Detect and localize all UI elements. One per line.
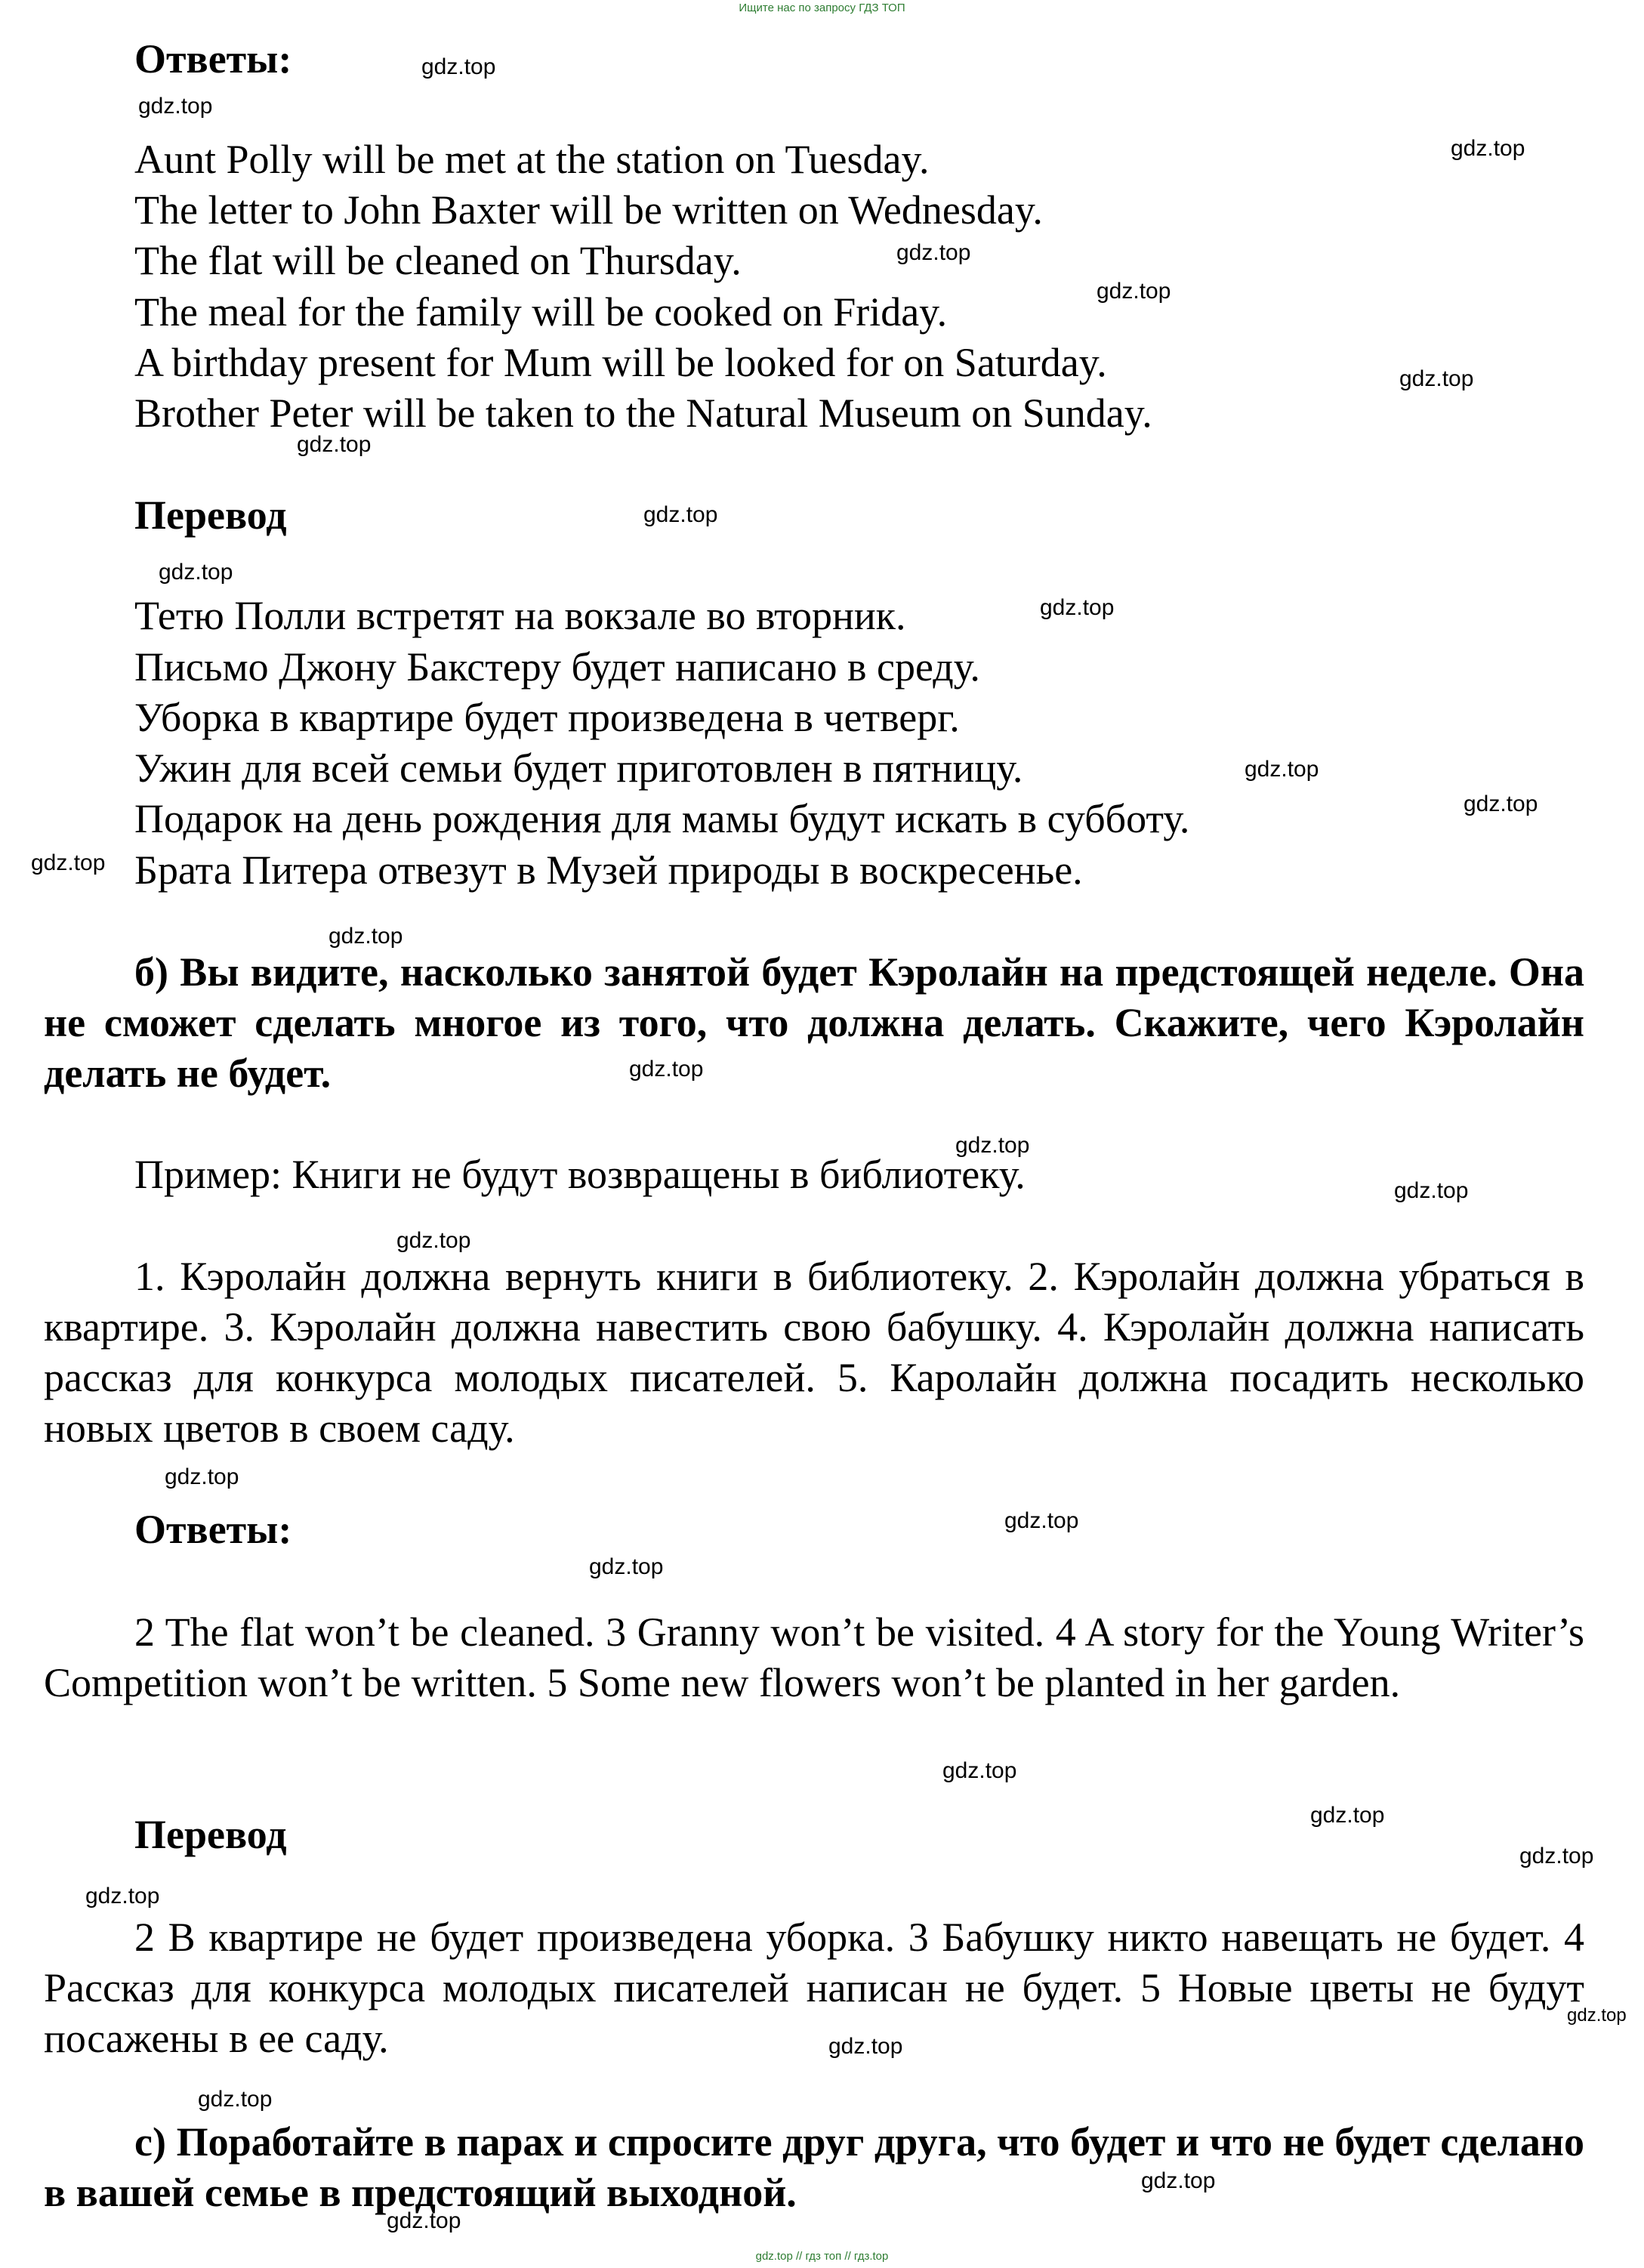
watermark: gdz.top — [1567, 2005, 1627, 2026]
task-c: с) Поработайте в парах и спросите друг друга, что будет и что не будет сделано в вашей семье в предстоящий выходной. — [44, 2119, 1584, 2215]
watermark: gdz.top — [1399, 366, 1474, 391]
watermark: gdz.top — [1004, 1508, 1079, 1533]
answers-heading: Ответы: — [134, 36, 292, 82]
answer-line: The flat will be cleaned on Thursday. — [134, 238, 742, 283]
watermark: gdz.top — [1451, 136, 1525, 161]
watermark: gdz.top — [297, 432, 372, 457]
answer-line: The letter to John Baxter will be written on Wednesday. — [134, 187, 1043, 233]
translation-line: Уборка в квартире будет произведена в четверг. — [134, 695, 960, 740]
watermark: gdz.top — [896, 240, 971, 265]
watermark: gdz.top — [85, 1884, 160, 1909]
bottom-banner[interactable]: gdz.top // гдз топ // гдз.top — [755, 2250, 889, 2263]
translation-line: Брата Питера отвезут в Музей природы в воскресенье. — [134, 847, 1083, 893]
watermark: gdz.top — [1310, 1803, 1385, 1828]
answer-line: The meal for the family will be cooked on Friday. — [134, 289, 948, 335]
watermark: gdz.top — [1097, 279, 1171, 304]
watermark: gdz.top — [1040, 595, 1115, 620]
translation-line: Тетю Полли встретят на вокзале во вторник. — [134, 593, 906, 638]
translation-line: Ужин для всей семьи будет приготовлен в пятницу. — [134, 745, 1023, 791]
watermark: gdz.top — [138, 94, 213, 119]
translation-b: 2 В квартире не будет произведена уборка. 3 Бабушку никто навещать не будет. 4 Рассказ для конкурса молодых писателей написан не будет. 5 Новые цветы не будут посажены в ее саду. — [44, 1915, 1584, 2061]
example-line: Пример: Книги не будут возвращены в библиотеку. — [134, 1152, 1026, 1197]
watermark: gdz.top — [165, 1464, 239, 1489]
watermark: gdz.top — [589, 1554, 664, 1579]
translation-line: Письмо Джону Бакстеру будет написано в среду. — [134, 644, 980, 690]
watermark: gdz.top — [396, 1228, 471, 1253]
watermark: gdz.top — [828, 2034, 903, 2059]
watermark: gdz.top — [942, 1758, 1017, 1783]
watermark: gdz.top — [159, 560, 233, 585]
answers-heading-b: Ответы: — [134, 1507, 292, 1552]
watermark: gdz.top — [1519, 1844, 1594, 1868]
answer-line: Brother Peter will be taken to the Natural Museum on Sunday. — [134, 390, 1152, 436]
answer-line: A birthday present for Mum will be looked for on Saturday. — [134, 340, 1107, 385]
watermark: gdz.top — [629, 1057, 704, 1082]
watermark: gdz.top — [328, 924, 403, 949]
top-banner[interactable]: Ищите нас по запросу ГДЗ ТОП — [739, 2, 905, 14]
watermark: gdz.top — [643, 502, 718, 527]
translation-heading-b: Перевод — [134, 1812, 287, 1857]
watermark: gdz.top — [1394, 1178, 1469, 1203]
watermark: gdz.top — [198, 2087, 273, 2112]
watermark: gdz.top — [387, 2208, 461, 2233]
task-items: 1. Кэролайн должна вернуть книги в библиотеку. 2. Кэролайн должна убраться в квартире. 3. Кэролайн должна навестить свою бабушку. 4. Кэролайн должна написать рассказ для конкурса молодых писателей. 5. Каролайн должна посадить несколько новых цветов в своем саду. — [44, 1254, 1584, 1451]
watermark: gdz.top — [955, 1133, 1030, 1158]
answer-line: Aunt Polly will be met at the station on Tuesday. — [134, 137, 930, 182]
watermark: gdz.top — [1464, 791, 1538, 816]
watermark: gdz.top — [1245, 757, 1319, 782]
translation-heading: Перевод — [134, 492, 287, 538]
task-b: б) Вы видите, насколько занятой будет Кэролайн на предстоящей неделе. Она не сможет сделать многое из того, что должна делать. Скажите, чего Кэролайн делать не будет. — [44, 949, 1584, 1096]
answers-b: 2 The flat won’t be cleaned. 3 Granny won’t be visited. 4 A story for the Young Writer’s Competition won’t be written. 5 Some new flowers won’t be planted in her garden. — [44, 1609, 1584, 1705]
watermark: gdz.top — [421, 54, 496, 79]
watermark: gdz.top — [31, 850, 106, 875]
translation-line: Подарок на день рождения для мамы будут искать в субботу. — [134, 796, 1190, 841]
watermark: gdz.top — [1141, 2168, 1216, 2193]
